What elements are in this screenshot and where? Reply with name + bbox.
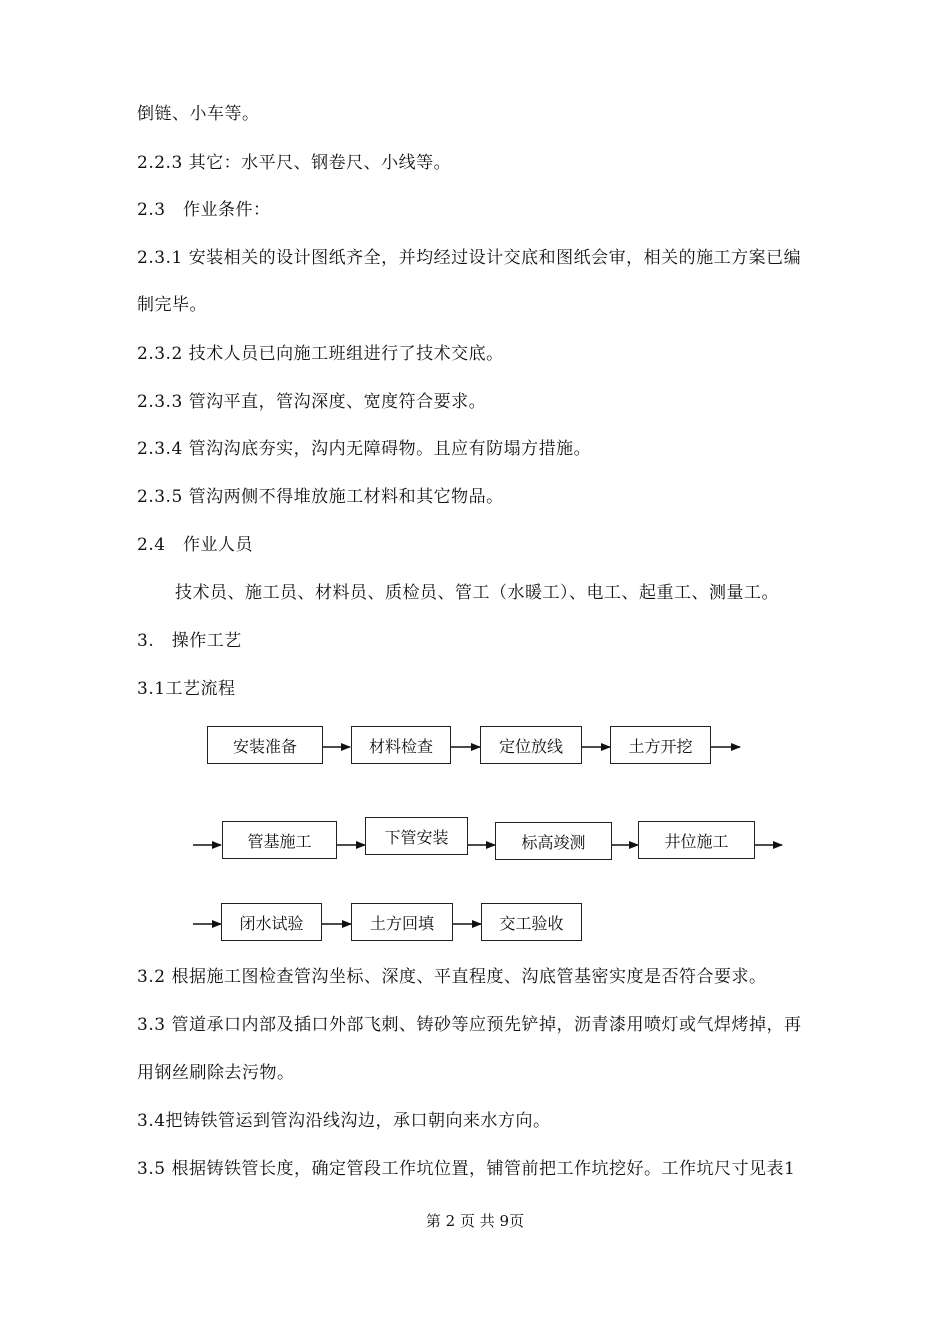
paragraph: 3.4把铸铁管运到管沟沿线沟边，承口朝向来水方向。 — [137, 1111, 551, 1131]
paragraph: 2.2.3 其它：水平尺、钢卷尺、小线等。 — [137, 153, 452, 173]
flow-step-box — [481, 903, 582, 941]
section-heading: 2.4 作业人员 — [137, 535, 254, 555]
section-heading: 3.1工艺流程 — [137, 679, 236, 699]
flow-step-box — [495, 822, 612, 860]
paragraph: 3.2 根据施工图检查管沟坐标、深度、平直程度、沟底管基密实度是否符合要求。 — [137, 967, 767, 987]
paragraph: 倒链、小车等。 — [137, 104, 260, 124]
flow-step-box — [365, 817, 468, 855]
flow-step-box — [351, 903, 453, 941]
section-heading: 3. 操作工艺 — [137, 631, 242, 651]
page-footer: 第 2 页 共 9页 — [425, 1212, 525, 1230]
flow-step-label: 土方开挖 — [628, 736, 693, 756]
flow-step-label: 材料检查 — [368, 736, 433, 756]
flow-step-label: 交工验收 — [499, 913, 564, 933]
flow-step-label: 井位施工 — [664, 831, 729, 851]
flow-step-box — [221, 903, 322, 941]
paragraph: 2.3.3 管沟平直，管沟深度、宽度符合要求。 — [137, 392, 487, 412]
paragraph: 3.5 根据铸铁管长度，确定管段工作坑位置，铺管前把工作坑挖好。工作坑尺寸见表1 — [137, 1159, 796, 1179]
paragraph: 制完毕。 — [137, 295, 207, 315]
flow-step-box — [480, 726, 582, 764]
paragraph: 用钢丝刷除去污物。 — [137, 1063, 295, 1083]
flow-step-label: 标高竣测 — [521, 832, 586, 852]
flow-step-box — [610, 726, 711, 764]
section-heading: 2.3 作业条件： — [137, 200, 271, 220]
paragraph: 2.3.2 技术人员已向施工班组进行了技术交底。 — [137, 344, 504, 364]
flow-step-label: 下管安装 — [384, 827, 449, 847]
flow-step-label: 安装准备 — [232, 736, 297, 756]
flow-step-label: 定位放线 — [498, 736, 563, 756]
paragraph: 技术员、施工员、材料员、质检员、管工（水暖工）、电工、起重工、测量工。 — [175, 583, 779, 603]
flow-step-box — [222, 821, 337, 859]
flow-step-box — [351, 726, 451, 764]
flow-step-label: 管基施工 — [247, 831, 312, 851]
paragraph: 2.3.4 管沟沟底夯实，沟内无障碍物。且应有防塌方措施。 — [137, 439, 592, 459]
flow-step-box — [207, 726, 323, 764]
paragraph: 2.3.1 安装相关的设计图纸齐全，并均经过设计交底和图纸会审，相关的施工方案已编 — [137, 248, 802, 268]
flow-step-label: 土方回填 — [369, 913, 434, 933]
flow-step-box — [638, 821, 755, 859]
paragraph: 3.3 管道承口内部及插口外部飞刺、铸砂等应预先铲掉，沥青漆用喷灯或气焊烤掉，再 — [137, 1015, 802, 1035]
flow-step-label: 闭水试验 — [239, 913, 304, 933]
paragraph: 2.3.5 管沟两侧不得堆放施工材料和其它物品。 — [137, 487, 504, 507]
